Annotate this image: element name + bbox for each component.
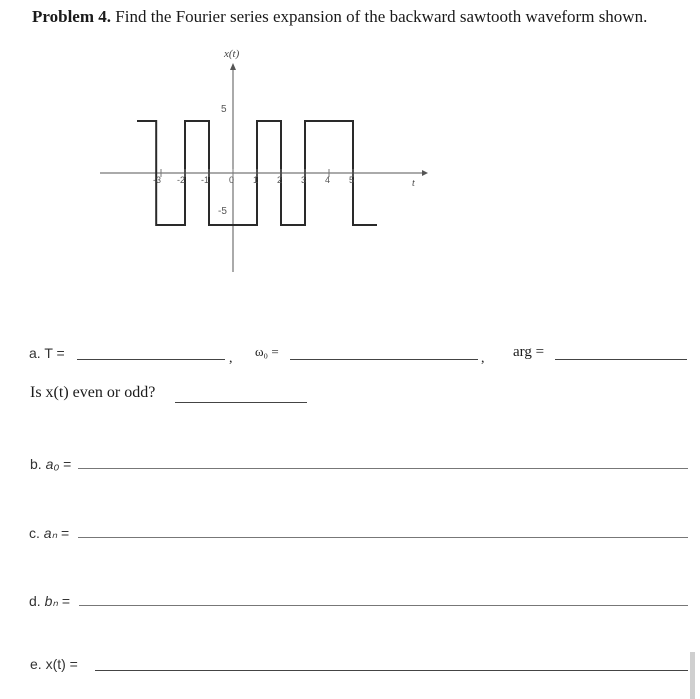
x-tick-label: -1 (201, 175, 210, 185)
a0-symbol: a₀ (45, 456, 60, 472)
answer-b-line[interactable] (78, 468, 688, 469)
scrollbar-edge (690, 652, 695, 699)
answer-e-label: e. x(t) = (30, 656, 78, 672)
problem-text: Find the Fourier series expansion of the backward sawtooth waveform shown. (111, 7, 648, 26)
even-odd-question: Is x(t) even or odd? (30, 384, 156, 401)
answer-c-label: c. aₙ = (29, 525, 70, 541)
y-axis-label: x(t) (224, 48, 240, 60)
arg-label: arg = (513, 344, 545, 360)
answer-e-line[interactable] (95, 670, 688, 671)
even-odd-line[interactable] (175, 402, 307, 403)
answer-a-line[interactable] (77, 359, 225, 360)
x-axis-label: t (412, 178, 415, 189)
omega-line[interactable] (290, 359, 478, 360)
x-tick-label: 5 (349, 175, 355, 185)
y-tick-bottom: -5 (218, 206, 227, 217)
arg-line[interactable] (555, 359, 687, 360)
x-tick-label: 0 (229, 175, 235, 185)
x-tick-label: 2 (277, 175, 283, 185)
an-symbol: aₙ (43, 525, 58, 541)
answer-d-line[interactable] (79, 605, 688, 606)
omega-label: ω₀ = (255, 344, 279, 359)
answer-c-line[interactable] (78, 537, 688, 538)
problem-number: Problem 4. (32, 7, 112, 26)
x-tick-label: -3 (153, 175, 162, 185)
x-tick-label: 4 (325, 175, 331, 185)
waveform-graph (0, 0, 700, 330)
answer-d-label: d. bₙ = (29, 593, 71, 609)
y-tick-top: 5 (221, 104, 227, 115)
x-tick-label: 1 (253, 175, 259, 185)
x-axis-arrow-icon (230, 63, 236, 70)
x-tick-label: 3 (301, 175, 307, 185)
t-axis-arrow-icon (422, 170, 428, 176)
x-tick-label: -2 (177, 175, 186, 185)
answer-a-label: a. T = (29, 345, 65, 361)
answer-b-label: b. a₀ = (30, 456, 72, 472)
bn-symbol: bₙ (44, 593, 58, 609)
